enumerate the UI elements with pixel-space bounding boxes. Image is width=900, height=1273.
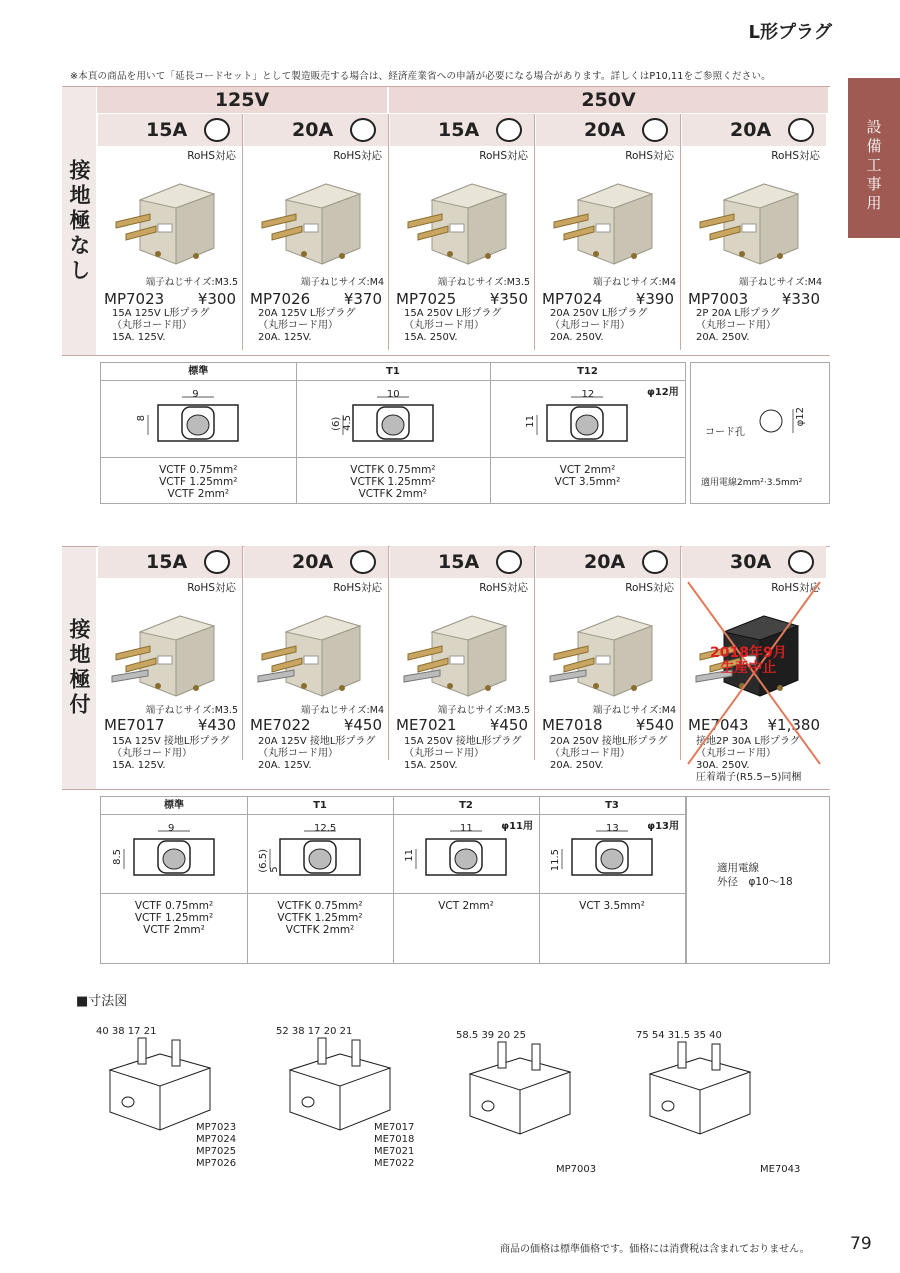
- dim-footer: VCTF 0.75mm² VCTF 1.25mm² VCTF 2mm²: [101, 457, 296, 503]
- product-desc: 15A 250V L形プラグ （丸形コード用） 15A. 250V.: [404, 308, 502, 343]
- dim-height: 8.5: [112, 849, 123, 865]
- dim-cell: [101, 363, 297, 503]
- outlet-face-icon: [642, 118, 668, 142]
- price: ¥300: [197, 290, 236, 308]
- price: ¥450: [489, 716, 528, 734]
- product-header: [536, 114, 680, 146]
- product-card[interactable]: [244, 546, 389, 771]
- dim-footer: VCT 2mm²: [393, 893, 539, 963]
- rohs-badge: RoHS対応: [187, 150, 236, 162]
- wire-spec: 適用電線2mm²·3.5mm²: [701, 478, 803, 488]
- dim-note: φ12用: [647, 387, 679, 398]
- dim-footer: VCTF 0.75mm² VCTF 1.25mm² VCTF 2mm²: [101, 893, 247, 963]
- dim-width: 9: [192, 389, 199, 400]
- model-number: MP7023: [104, 290, 165, 308]
- outlet-face-icon: [496, 118, 522, 142]
- product-desc: 接地2P 30A L形プラグ （丸形コード用） 30A. 250V. 圧着端子(R5.5−5)同梱: [696, 736, 802, 783]
- model-number: ME7022: [250, 716, 311, 734]
- product-card[interactable]: [536, 114, 681, 350]
- product-header: [390, 114, 534, 146]
- dimension-values: 58.5 39 20 25: [456, 1030, 526, 1041]
- product-desc: 15A 125V 接地L形プラグ （丸形コード用） 15A. 125V.: [112, 736, 230, 771]
- dim-cell: [296, 363, 492, 503]
- price: ¥390: [635, 290, 674, 308]
- notice-text: ※本頁の商品を用いて「延長コードセット」として製造販売する場合は、経済産業省への申請が必要になる場合があります。詳しくはP10,11をご参照ください。: [70, 71, 771, 82]
- amp-rating: 15A: [438, 119, 480, 141]
- model-number: ME7017: [104, 716, 165, 734]
- page-title: L形プラグ: [748, 22, 832, 43]
- plug-image: [402, 170, 526, 270]
- screw-size: 端子ねじサイズ:M3.5: [145, 277, 238, 288]
- dimension-drawing: [630, 1034, 770, 1144]
- product-desc: 15A 250V 接地L形プラグ （丸形コード用） 15A. 250V.: [404, 736, 522, 771]
- dim-header: 標準: [101, 797, 247, 815]
- product-card[interactable]: [536, 546, 681, 771]
- rohs-badge: RoHS対応: [771, 150, 820, 162]
- socket-dim-table: [100, 362, 686, 504]
- dim-width: 12.5: [314, 823, 337, 834]
- rohs-badge: RoHS対応: [625, 150, 674, 162]
- screw-size: 端子ねじサイズ:M4: [592, 277, 676, 288]
- rohs-badge: RoHS対応: [187, 582, 236, 594]
- screw-size: 端子ねじサイズ:M4: [738, 277, 822, 288]
- product-desc: 20A 125V L形プラグ （丸形コード用） 20A. 125V.: [258, 308, 356, 343]
- amp-rating: 20A: [730, 119, 772, 141]
- dim-footer: VCTFK 0.75mm² VCTFK 1.25mm² VCTFK 2mm²: [296, 457, 491, 503]
- outlet-face-icon: [788, 118, 814, 142]
- amp-rating: 20A: [292, 119, 334, 141]
- dim-height: (6.5) 5: [258, 849, 280, 873]
- dim-width: 11: [460, 823, 473, 834]
- dim-header: 標準: [101, 363, 296, 381]
- dim-footer: VCT 2mm² VCT 3.5mm²: [490, 457, 685, 503]
- model-number: MP7024: [542, 290, 603, 308]
- screw-size: 端子ねじサイズ:M3.5: [437, 277, 530, 288]
- price: ¥350: [489, 290, 528, 308]
- amp-rating: 20A: [584, 119, 626, 141]
- plug-image: [694, 170, 818, 270]
- dimension-values: 40 38 17 21: [96, 1026, 157, 1037]
- dim-cell: [539, 797, 685, 963]
- product-card[interactable]: [390, 114, 535, 350]
- amp-rating: 30A: [730, 551, 772, 573]
- drawing-models: MP7003: [556, 1164, 597, 1175]
- dim-width: 10: [386, 389, 400, 400]
- price: ¥370: [343, 290, 382, 308]
- wire-spec-2: 適用電線 外径 φ10〜18: [717, 862, 793, 888]
- rohs-badge: RoHS対応: [625, 582, 674, 594]
- product-desc: 20A 125V 接地L形プラグ （丸形コード用） 20A. 125V.: [258, 736, 376, 771]
- outlet-face-icon: [204, 118, 230, 142]
- model-number: ME7018: [542, 716, 603, 734]
- price: ¥430: [197, 716, 236, 734]
- dim-header: T3: [539, 797, 685, 815]
- cord-hole-dia: φ12: [795, 407, 806, 427]
- product-header: [244, 114, 388, 146]
- product-header: [244, 546, 388, 578]
- section-label: 接地極なし: [62, 87, 96, 355]
- product-card[interactable]: [682, 546, 826, 783]
- dim-note: φ13用: [647, 821, 679, 832]
- dim-height: 11.5: [550, 849, 561, 872]
- voltage-125v: 125V: [97, 87, 389, 113]
- dim-note: φ11用: [501, 821, 533, 832]
- product-desc: 20A 250V 接地L形プラグ （丸形コード用） 20A. 250V.: [550, 736, 668, 771]
- product-card[interactable]: [244, 114, 389, 350]
- voltage-250v: 250V: [389, 87, 830, 113]
- outlet-face-icon: [350, 118, 376, 142]
- category-tab-label: 設備工事用: [866, 118, 882, 212]
- dim-header: T1: [247, 797, 393, 815]
- plug-image: [402, 602, 526, 702]
- product-header: [98, 546, 242, 578]
- model-number: MP7025: [396, 290, 457, 308]
- dim-width: 13: [606, 823, 619, 834]
- rohs-badge: RoHS対応: [333, 150, 382, 162]
- plug-image: [548, 602, 672, 702]
- price: ¥540: [635, 716, 674, 734]
- dim-cell: [393, 797, 540, 963]
- dim-height: 11: [525, 415, 537, 428]
- product-desc: 20A 250V L形プラグ （丸形コード用） 20A. 250V.: [550, 308, 648, 343]
- model-number: MP7003: [688, 290, 749, 308]
- model-number: MP7026: [250, 290, 311, 308]
- model-number: ME7043: [688, 716, 749, 734]
- section-label: 接地極付: [62, 547, 96, 789]
- wire-box-2: [686, 796, 830, 964]
- dim-width: 12: [581, 389, 595, 400]
- product-header: [98, 114, 242, 146]
- rohs-badge: RoHS対応: [771, 582, 820, 594]
- plug-image: [548, 170, 672, 270]
- dim-height: (6) 4.5: [330, 415, 353, 431]
- outlet-face-icon: [204, 550, 230, 574]
- outlet-face-icon: [642, 550, 668, 574]
- product-desc: 2P 20A L形プラグ （丸形コード用） 20A. 250V.: [696, 308, 780, 343]
- product-card[interactable]: [98, 546, 243, 771]
- screw-size: 端子ねじサイズ:M3.5: [437, 705, 530, 716]
- dimension-values: 75 54 31.5 35 40: [636, 1030, 722, 1041]
- page-number: 79: [850, 1234, 872, 1254]
- dim-header: T1: [296, 363, 491, 381]
- screw-size: 端子ねじサイズ:M4: [592, 705, 676, 716]
- drawing-models: ME7043: [760, 1164, 801, 1175]
- amp-rating: 20A: [292, 551, 334, 573]
- dim-cell: [247, 797, 394, 963]
- product-card[interactable]: [98, 114, 243, 350]
- price: ¥450: [343, 716, 382, 734]
- outlet-face-icon: [350, 550, 376, 574]
- dim-header: T2: [393, 797, 539, 815]
- product-desc: 15A 125V L形プラグ （丸形コード用） 15A. 125V.: [112, 308, 210, 343]
- product-header: [682, 114, 826, 146]
- dimension-drawing: [450, 1034, 590, 1144]
- dim-footer: VCTFK 0.75mm² VCTFK 1.25mm² VCTFK 2mm²: [247, 893, 393, 963]
- dimension-values: 52 38 17 20 21: [276, 1026, 353, 1037]
- dim-width: 9: [168, 823, 175, 834]
- price: ¥330: [781, 290, 820, 308]
- amp-rating: 15A: [146, 551, 188, 573]
- product-card[interactable]: [682, 114, 826, 350]
- price-note: 商品の価格は標準価格です。価格には消費税は含まれておりません。: [500, 1244, 810, 1255]
- amp-rating: 20A: [584, 551, 626, 573]
- category-tab[interactable]: [848, 78, 900, 238]
- price: ¥1,380: [767, 716, 820, 734]
- screw-size: 端子ねじサイズ:M4: [300, 705, 384, 716]
- voltage-row: [97, 87, 830, 113]
- drawing-models: ME7017 ME7018 ME7021 ME7022: [374, 1122, 415, 1169]
- dim-height: 11: [404, 849, 415, 862]
- dim-cell: [490, 363, 685, 503]
- plug-image: [110, 170, 234, 270]
- rohs-badge: RoHS対応: [333, 582, 382, 594]
- product-header: [390, 546, 534, 578]
- dimension-title: ■寸法図: [76, 994, 128, 1009]
- cord-hole-label: コード孔: [705, 427, 745, 438]
- amp-rating: 15A: [438, 551, 480, 573]
- plug-image: [110, 602, 234, 702]
- outlet-face-icon: [496, 550, 522, 574]
- screw-size: 端子ねじサイズ:M4: [300, 277, 384, 288]
- cord-hole-box: [690, 362, 830, 504]
- model-number: ME7021: [396, 716, 457, 734]
- socket-dim-table-2: [100, 796, 686, 964]
- product-card[interactable]: [390, 546, 535, 771]
- screw-size: 端子ねじサイズ:M3.5: [145, 705, 238, 716]
- dim-cell: [101, 797, 248, 963]
- outlet-face-icon: [788, 550, 814, 574]
- dim-footer: VCT 3.5mm²: [539, 893, 685, 963]
- rohs-badge: RoHS対応: [479, 150, 528, 162]
- dim-height: 8: [136, 415, 148, 422]
- product-header: [682, 546, 826, 578]
- rohs-badge: RoHS対応: [479, 582, 528, 594]
- product-header: [536, 546, 680, 578]
- amp-rating: 15A: [146, 119, 188, 141]
- discontinued-text: 2018年9月 生産中止: [710, 645, 787, 676]
- plug-image: [256, 170, 380, 270]
- drawing-models: MP7023 MP7024 MP7025 MP7026: [196, 1122, 237, 1169]
- plug-image: [256, 602, 380, 702]
- dim-header: T12: [490, 363, 685, 381]
